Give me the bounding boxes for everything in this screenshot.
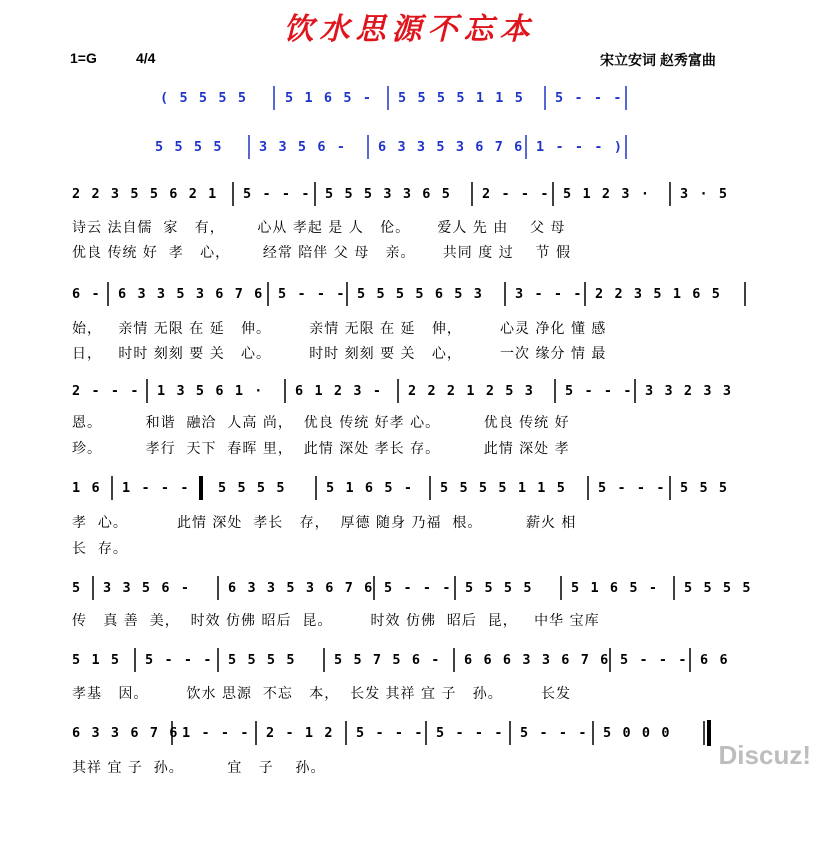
measure: 5 - - - bbox=[565, 383, 634, 399]
watermark: Discuz! bbox=[718, 740, 811, 770]
system-4-notes bbox=[0, 480, 819, 502]
measure: 2 - - - bbox=[482, 186, 551, 202]
lyrics-verse-1: 传 真 善 美， 时效 仿佛 昭后 昆。 时效 仿佛 昭后 昆， 中华 宝库 bbox=[72, 613, 600, 629]
measure: 5 5 5 3 3 6 5 bbox=[325, 186, 452, 202]
measure: 5 - - - bbox=[243, 186, 312, 202]
measure: 5 - - - bbox=[520, 725, 589, 741]
lyrics-verse-1: 孝 心。 此情 深处 孝长 存， 厚德 随身 乃福 根。 薪火 相 bbox=[72, 515, 577, 531]
measure: 5 5 5 5 bbox=[155, 139, 224, 155]
lyrics-verse-2: 优良 传统 好 孝 心， 经常 陪伴 父 母 亲。 共同 度 过 节 假 bbox=[72, 245, 571, 261]
credits: 宋立安词 赵秀富曲 bbox=[600, 52, 716, 68]
measure: 2 2 3 5 5 6 2 1 bbox=[72, 186, 218, 202]
measure: 5 - - - bbox=[555, 90, 624, 106]
key-signature: 1=G bbox=[70, 50, 97, 66]
system-7-notes bbox=[0, 725, 819, 747]
measure: 6 3 3 5 3 6 7 6 bbox=[118, 286, 264, 302]
system-5-notes bbox=[0, 580, 819, 602]
system-6-notes bbox=[0, 652, 819, 674]
measure: 5 5 5 5 1 1 5 bbox=[398, 90, 525, 106]
measure: 6 3 3 6 7 6 bbox=[72, 725, 180, 741]
measure: 5 5 5 5 6 5 3 bbox=[357, 286, 484, 302]
measure: 1 3 5 6 1 · bbox=[157, 383, 265, 399]
lyrics-verse-1: 恩。 和谐 融洽 人高 尚， 优良 传统 好孝 心。 优良 传统 好 bbox=[72, 415, 570, 431]
measure: 3 3 5 6 - bbox=[103, 580, 191, 596]
system-1-notes bbox=[0, 186, 819, 208]
measure: 5 - - - bbox=[436, 725, 505, 741]
measure: 2 2 3 5 1 6 5 bbox=[595, 286, 722, 302]
measure: 5 1 2 3 · bbox=[563, 186, 651, 202]
song-title: 饮水思源不忘本 bbox=[283, 12, 536, 47]
system-2-notes bbox=[0, 286, 819, 308]
measure: 1 - - - bbox=[122, 480, 191, 496]
measure: ( 5 5 5 5 bbox=[160, 90, 248, 106]
measure: 3 - - - bbox=[515, 286, 584, 302]
measure: 5 5 5 bbox=[680, 480, 729, 496]
measure: 3 3 2 3 3 bbox=[645, 383, 733, 399]
measure: 6 6 6 3 3 6 7 6 bbox=[464, 652, 610, 668]
measure: 5 5 5 5 bbox=[684, 580, 753, 596]
measure: 6 3 3 5 3 6 7 6 bbox=[228, 580, 374, 596]
measure: 5 1 5 bbox=[72, 652, 121, 668]
lyrics-verse-2: 日， 时时 刻刻 要 关 心。 时时 刻刻 要 关 心， 一次 缘分 情 最 bbox=[72, 346, 607, 362]
measure: 1 - - - ) bbox=[536, 139, 624, 155]
measure: 5 0 0 0 bbox=[603, 725, 672, 741]
measure: 5 - - - bbox=[278, 286, 347, 302]
measure: 5 5 5 5 bbox=[228, 652, 297, 668]
measure: 3 · 5 bbox=[680, 186, 729, 202]
lyrics-verse-1: 始， 亲情 无限 在 延 伸。 亲情 无限 在 延 伸， 心灵 净化 懂 感 bbox=[72, 321, 607, 337]
lyrics-verse-1: 孝基 因。 饮水 思源 不忘 本， 长发 其祥 宜 子 孙。 长发 bbox=[72, 686, 571, 702]
measure: 5 - - - bbox=[356, 725, 425, 741]
measure: 1 6 bbox=[72, 480, 102, 496]
lyrics-verse-2: 珍。 孝行 天下 春晖 里， 此情 深处 孝长 存。 此情 深处 孝 bbox=[72, 441, 570, 457]
measure: 5 - - - bbox=[384, 580, 453, 596]
measure: 6 - bbox=[72, 286, 102, 302]
measure: 3 3 5 6 - bbox=[259, 139, 347, 155]
measure: 6 6 bbox=[700, 652, 730, 668]
measure: 5 5 5 5 bbox=[218, 480, 287, 496]
measure: 5 - - - bbox=[620, 652, 689, 668]
measure: 6 1 2 3 - bbox=[295, 383, 383, 399]
lyrics-verse-1: 诗云 法自儒 家 有， 心从 孝起 是 人 伦。 爱人 先 由 父 母 bbox=[72, 220, 566, 236]
measure: 5 1 6 5 - bbox=[571, 580, 659, 596]
measure: 5 bbox=[72, 580, 82, 596]
measure: 5 1 6 5 - bbox=[326, 480, 414, 496]
measure: 1 - - - bbox=[182, 725, 251, 741]
system-3-notes bbox=[0, 383, 819, 405]
lyrics-verse-2: 长 存。 bbox=[72, 541, 128, 557]
measure: 2 2 2 1 2 5 3 bbox=[408, 383, 535, 399]
measure: 5 5 5 5 1 1 5 bbox=[440, 480, 567, 496]
lyrics-verse-1: 其祥 宜 子 孙。 宜 子 孙。 bbox=[72, 760, 326, 776]
measure: 5 - - - bbox=[145, 652, 214, 668]
measure: 5 5 5 5 bbox=[465, 580, 534, 596]
measure: 2 - - - bbox=[72, 383, 141, 399]
measure: 2 - 1 2 bbox=[266, 725, 335, 741]
time-signature: 4/4 bbox=[136, 50, 156, 66]
measure: 6 3 3 5 3 6 7 6 bbox=[378, 139, 524, 155]
measure: 5 - - - bbox=[598, 480, 667, 496]
measure: 5 5 7 5 6 - bbox=[334, 652, 442, 668]
intro-row-2 bbox=[0, 139, 819, 161]
measure: 5 1 6 5 - bbox=[285, 90, 373, 106]
intro-row-1 bbox=[0, 90, 819, 112]
